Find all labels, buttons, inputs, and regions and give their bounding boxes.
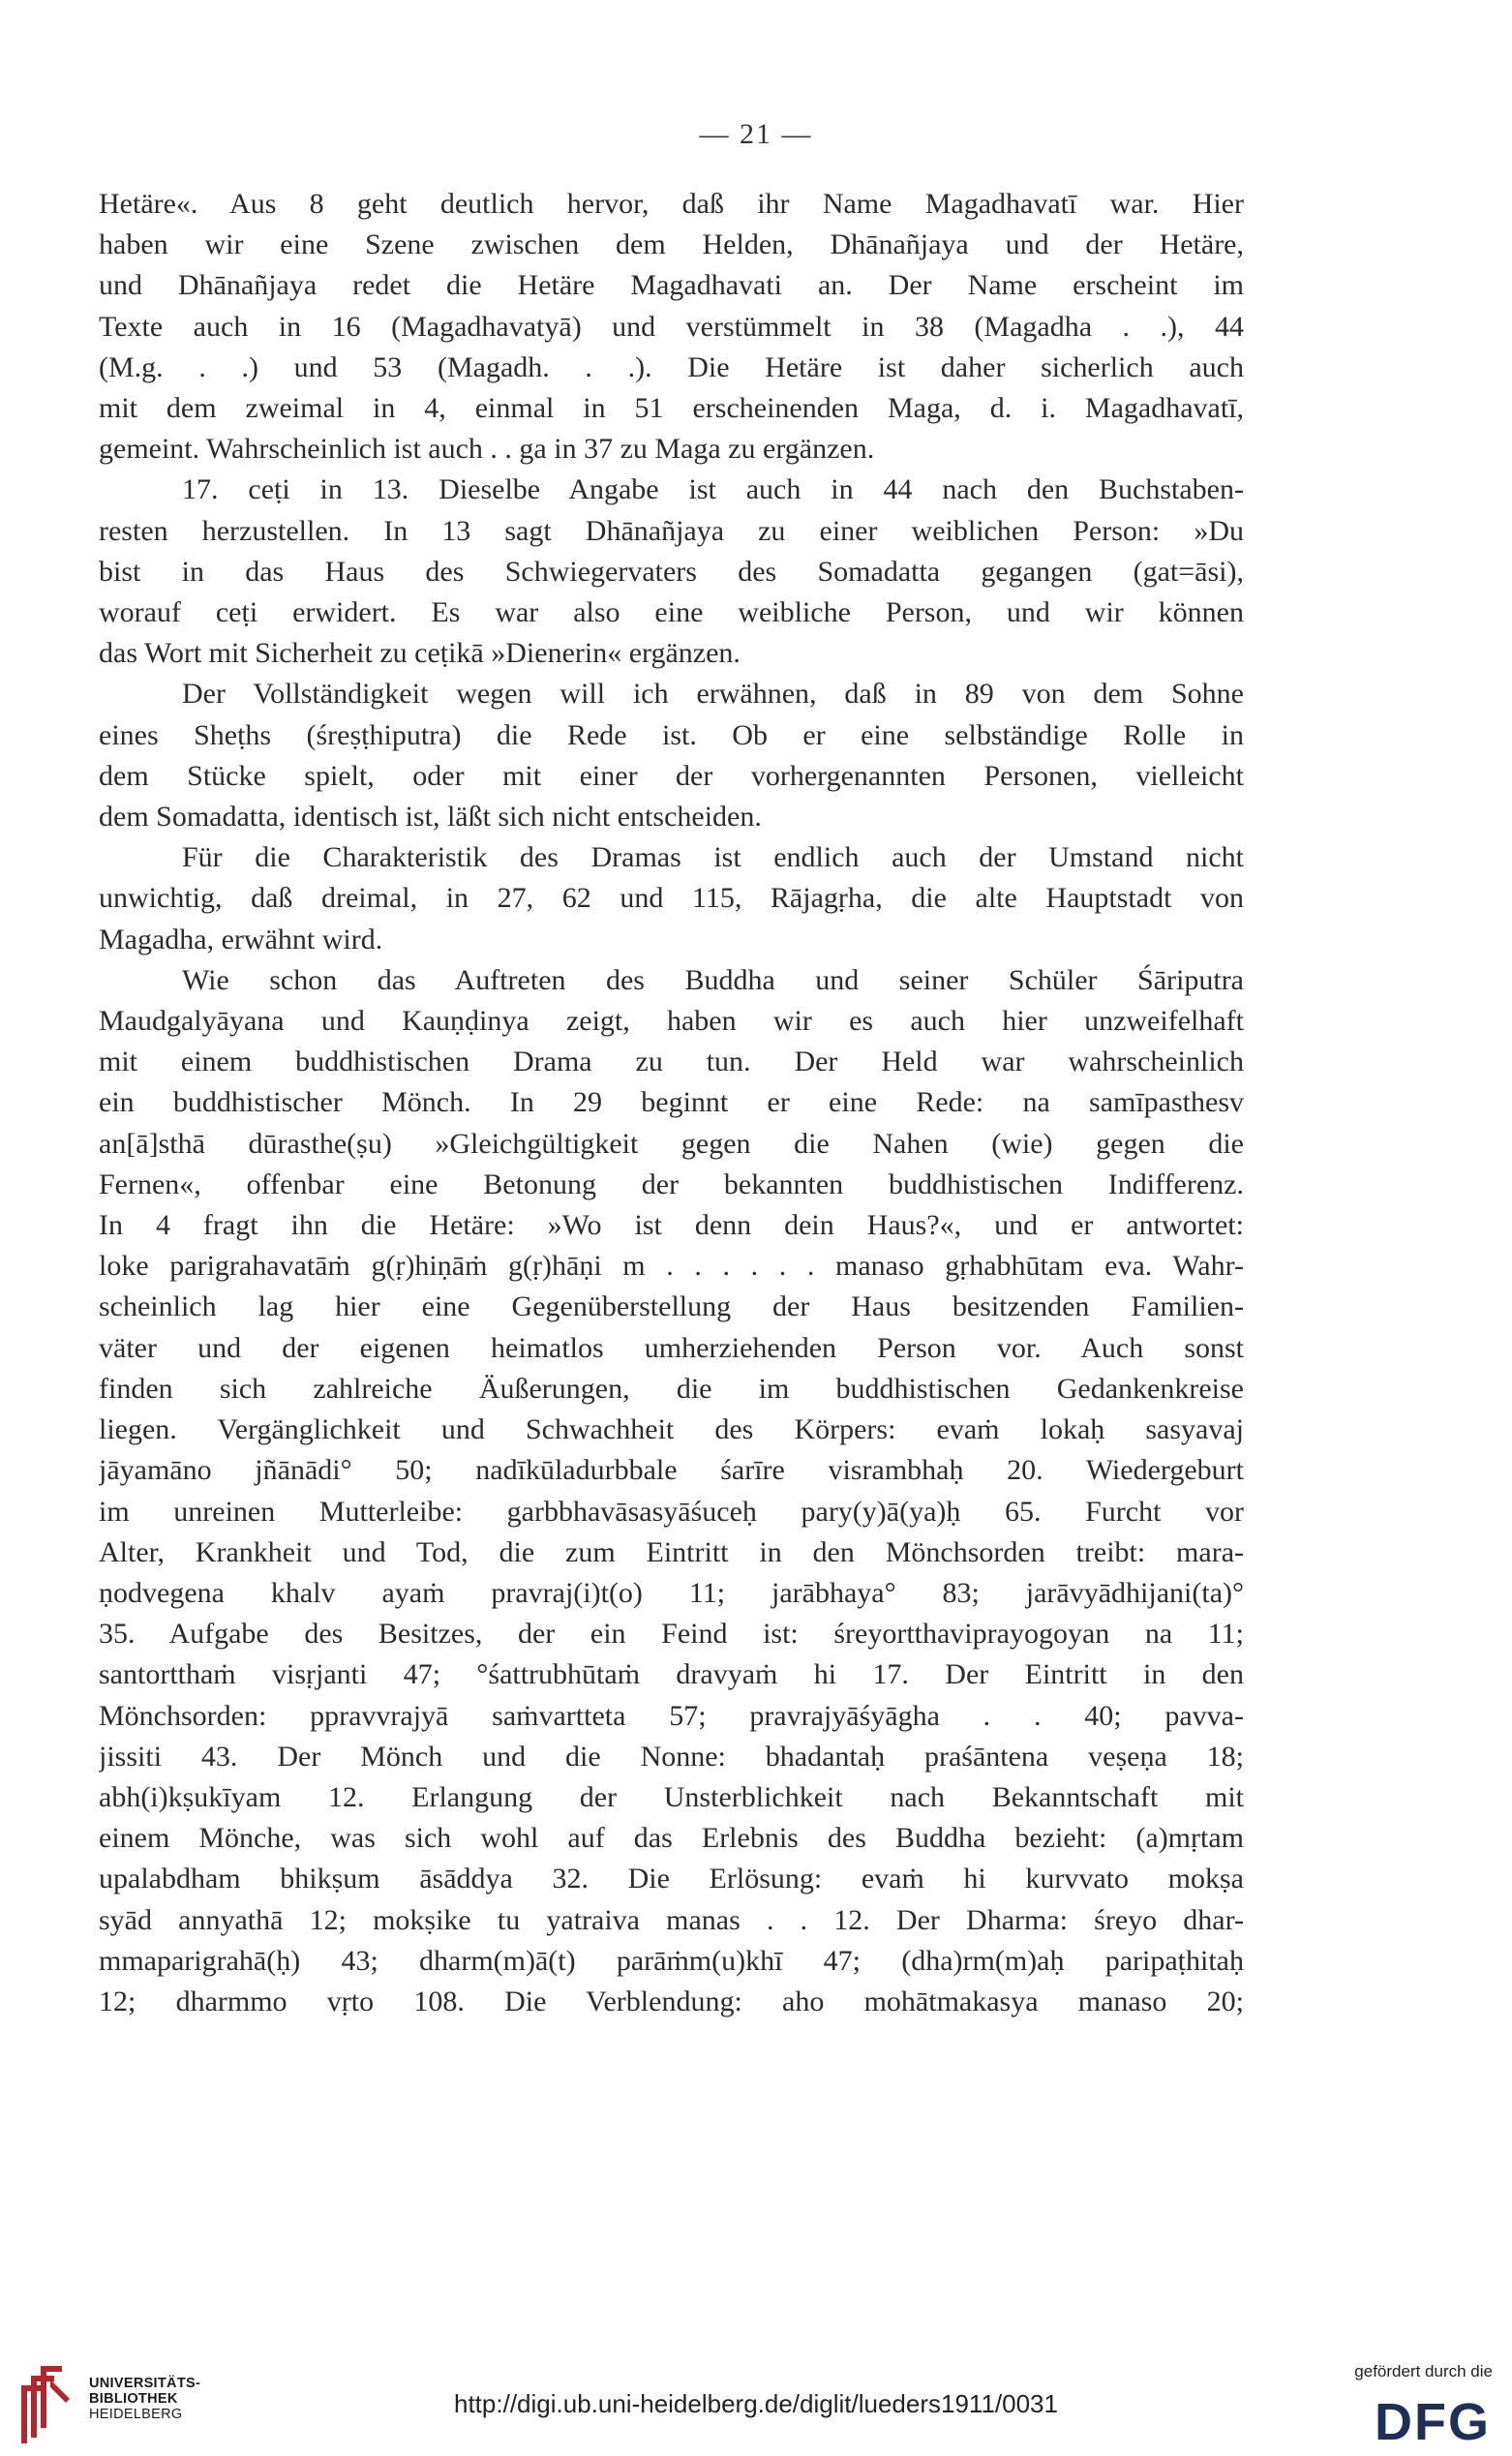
text-line: mit einem buddhistischen Drama zu tun. Der Held war wahrscheinlich [99, 1046, 1244, 1078]
text-line: ṇodvegena khalv ayaṁ pravraj(i)t(o) 11; jarābhaya° 83; jarāvyādhijani(ta)° [99, 1576, 1244, 1609]
funding-caption: gefördert durch die [1354, 2362, 1493, 2380]
text-line: 17. ceṭi in 13. Dieselbe Angabe ist auch in 44 nach den Buchstaben- [182, 473, 1244, 506]
dfg-logo-icon [1309, 2393, 1493, 2443]
text-line: 12; dharmmo vṛto 108. Die Verblendung: aho mohātmakasya manaso 20; [99, 1985, 1244, 2017]
text-line: Magadha, erwähnt wird. [99, 923, 383, 955]
text-line: ein buddhistischer Mönch. In 29 beginnt er eine Rede: na samīpasthesv [99, 1086, 1244, 1119]
text-line: loke parigrahavatāṁ g(ṛ)hiṇāṁ g(ṛ)hāṇi m . . . . . . manaso gṛhabhūtam eva. Wahr- [99, 1250, 1244, 1283]
text-line: unwichtig, daß dreimal, in 27, 62 und 115, Rājagṛha, die alte Hauptstadt von [99, 882, 1244, 915]
footer-bar [0, 2352, 1512, 2456]
text-line: Mönchsorden: ppravvrajyā saṁvartteta 57; pravrajyāśyāgha . . 40; pavva- [99, 1699, 1244, 1732]
library-name-line3: HEIDELBERG [89, 2407, 183, 2422]
text-line: Der Vollständigkeit wegen will ich erwähnen, daß in 89 von dem Sohne [182, 678, 1244, 711]
text-line: an[ā]sthā dūrasthe(ṣu) »Gleichgültigkeit gegen die Nahen (wie) gegen die [99, 1127, 1244, 1160]
text-line: haben wir eine Szene zwischen dem Helden, Dhānañjaya und der Hetäre, [99, 228, 1244, 261]
body-text [99, 184, 1244, 2022]
library-name-line1: UNIVERSITÄTS- [89, 2376, 201, 2391]
text-line: santortthaṁ visṛjanti 47; °śattrubhūtaṁ dravyaṁ hi 17. Der Eintritt in den [99, 1658, 1244, 1691]
permalink-url[interactable]: http://digi.ub.uni-heidelberg.de/diglit/lueders1911/0031 [454, 2389, 1058, 2418]
text-line: jāyamāno jñānādi° 50; nadīkūladurbbale śarīre visrambhaḥ 20. Wiedergeburt [99, 1454, 1244, 1487]
text-line: mit dem zweimal in 4, einmal in 51 erscheinenden Maga, d. i. Magadhavatī, [99, 392, 1244, 425]
text-line: syād annyathā 12; mokṣike tu yatraiva manas . . 12. Der Dharma: śreyo dhar- [99, 1903, 1244, 1936]
text-line: Hetäre«. Aus 8 geht deutlich hervor, daß ihr Name Magadhavatī war. Hier [99, 188, 1244, 220]
svg-text:DFG: DFG [1375, 2393, 1491, 2443]
text-line: im unreinen Mutterleibe: garbbhavāsasyāśuceḥ pary(y)ā(ya)ḥ 65. Furcht vor [99, 1495, 1244, 1528]
text-line: mmaparigrahā(ḥ) 43; dharm(m)ā(t) parāṁm(u)khī 47; (dha)rm(m)aḥ paripaṭhitaḥ [99, 1944, 1244, 1977]
text-line: abh(i)kṣukīyam 12. Erlangung der Unsterblichkeit nach Bekanntschaft mit [99, 1780, 1244, 1813]
text-line: 35. Aufgabe des Besitzes, der ein Feind ist: śreyortthaviprayogoyan na 11; [99, 1618, 1244, 1651]
text-line: und Dhānañjaya redet die Hetäre Magadhavati an. Der Name erscheint im [99, 269, 1244, 302]
text-line: resten herzustellen. In 13 sagt Dhānañjaya zu einer weiblichen Person: »Du [99, 514, 1244, 547]
text-line: finden sich zahlreiche Äußerungen, die im buddhistischen Gedankenkreise [99, 1372, 1244, 1405]
text-line: Für die Charakteristik des Dramas ist endlich auch der Umstand nicht [182, 841, 1244, 874]
text-line: gemeint. Wahrscheinlich ist auch . . ga in 37 zu Maga zu ergänzen. [99, 433, 875, 466]
text-line: Wie schon das Auftreten des Buddha und seiner Schüler Śāriputra [182, 963, 1244, 996]
text-line: Fernen«, offenbar eine Betonung der bekannten buddhistischen Indifferenz. [99, 1167, 1244, 1200]
text-line: das Wort mit Sicherheit zu ceṭikā »Dienerin« ergänzen. [99, 637, 741, 670]
page-number: — 21 — [699, 118, 813, 150]
text-line: väter und der eigenen heimatlos umherziehenden Person vor. Auch sonst [99, 1331, 1244, 1364]
text-line: dem Somadatta, identisch ist, läßt sich nicht entscheiden. [99, 801, 762, 834]
text-line: upalabdham bhikṣum āsāddya 32. Die Erlösung: evaṁ hi kurvvato mokṣa [99, 1863, 1244, 1895]
text-line: Texte auch in 16 (Magadhavatyā) und verstümmelt in 38 (Magadha . .), 44 [99, 310, 1244, 343]
text-line: liegen. Vergänglichkeit und Schwachheit des Körpers: evaṁ lokaḥ sasyavaj [99, 1413, 1244, 1446]
text-line: worauf ceṭi erwidert. Es war also eine weibliche Person, und wir können [99, 596, 1244, 629]
text-line: Maudgalyāyana und Kauṇḍinya zeigt, haben wir es auch hier unzweifelhaft [99, 1005, 1244, 1038]
text-line: scheinlich lag hier eine Gegenüberstellung der Haus besitzenden Familien- [99, 1290, 1244, 1323]
text-line: einem Mönche, was sich wohl auf das Erlebnis des Buddha bezieht: (a)mṛtam [99, 1822, 1244, 1855]
text-line: eines Sheṭhs (śreṣṭhiputra) die Rede ist. Ob er eine selbständige Rolle in [99, 718, 1244, 751]
text-line: bist in das Haus des Schwiegervaters des Somadatta gegangen (gat=āsi), [99, 555, 1244, 588]
text-line: jissiti 43. Der Mönch und die Nonne: bhadantaḥ praśāntena veṣeṇa 18; [99, 1740, 1244, 1773]
text-line: dem Stücke spielt, oder mit einer der vorhergenannten Personen, vielleicht [99, 759, 1244, 792]
text-line: Alter, Krankheit und Tod, die zum Eintritt in den Mönchsorden treibt: mara- [99, 1535, 1244, 1568]
library-name-line2: BIBLIOTHEK [89, 2391, 178, 2407]
text-line: (M.g. . .) und 53 (Magadh. . .). Die Hetäre ist daher sicherlich auch [99, 350, 1244, 383]
text-line: In 4 fragt ihn die Hetäre: »Wo ist denn dein Haus?«, und er antwortet: [99, 1209, 1244, 1242]
